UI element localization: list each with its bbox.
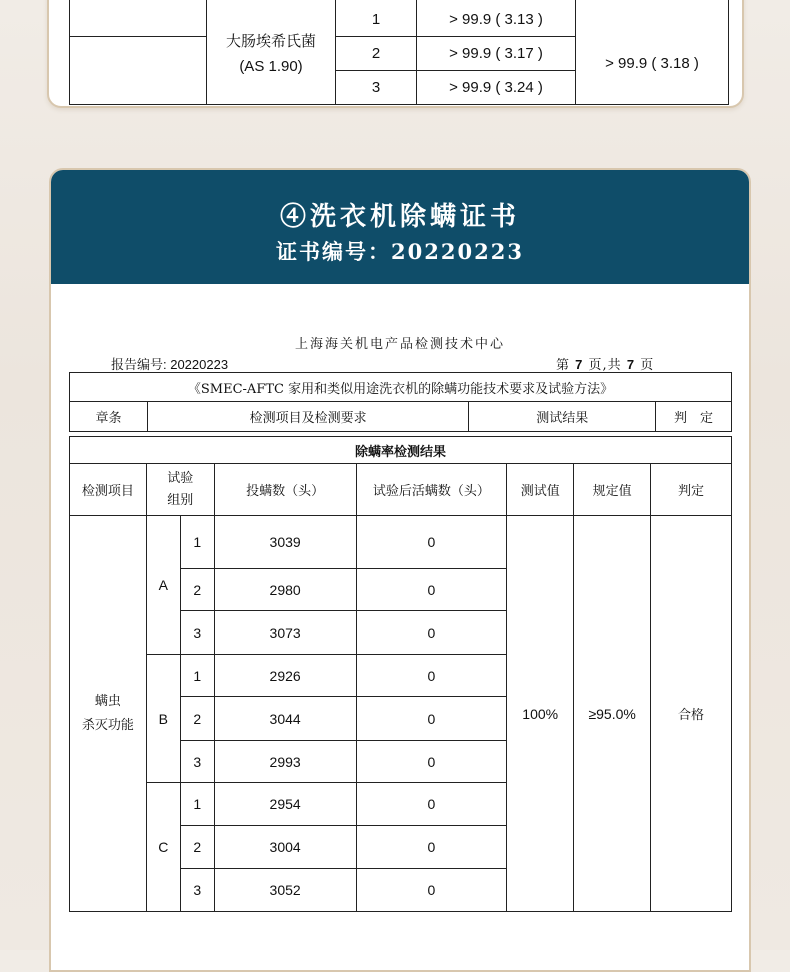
table-row <box>70 516 732 569</box>
mites-alive-value: 0 <box>356 697 507 741</box>
sample-no: 3 <box>336 71 417 105</box>
row-number: 3 <box>180 869 214 912</box>
mites-input-value: 3052 <box>214 869 356 912</box>
mites-input-value: 3039 <box>214 516 356 569</box>
mites-alive-value: 0 <box>356 655 507 697</box>
sample-value: > 99.9 ( 3.24 ) <box>417 71 576 105</box>
mites-alive-value: 0 <box>356 869 507 912</box>
mites-input-value: 3004 <box>214 826 356 869</box>
organism-cell <box>207 0 336 105</box>
organism-name: 大肠埃希氏菌 <box>225 31 316 50</box>
column-measured: 测试值 <box>507 464 574 516</box>
average-cell: > 99.9 ( 3.18 ) <box>576 0 729 105</box>
mites-alive-value: 0 <box>356 611 507 655</box>
row-number: 3 <box>180 741 214 783</box>
mites-alive-value: 0 <box>356 826 507 869</box>
testing-center-name: 上海海关机电产品检测技术中心 <box>294 337 505 352</box>
group-label: B <box>146 655 180 783</box>
mites-alive-value: 0 <box>356 569 507 611</box>
column-spec: 规定值 <box>574 464 651 516</box>
bacteria-result-table <box>69 0 729 105</box>
row-number: 1 <box>180 655 214 697</box>
mites-input-value: 3073 <box>214 611 356 655</box>
sample-no: 2 <box>336 37 417 71</box>
spec-value: ≥95.0% <box>574 516 651 912</box>
standard-header-table <box>69 372 732 432</box>
sample-value: > 99.9 ( 3.13 ) <box>417 0 576 37</box>
report-number: 报告编号: 20220223 <box>111 357 229 372</box>
row-number: 2 <box>180 697 214 741</box>
header-judgement: 判 定 <box>656 402 732 432</box>
row-number: 3 <box>180 611 214 655</box>
column-group: 试验 组别 <box>146 464 214 516</box>
mite-removal-results-table <box>69 436 732 912</box>
column-mites-input: 投螨数（头） <box>214 464 356 516</box>
mites-input-value: 2926 <box>214 655 356 697</box>
mites-input-value: 3044 <box>214 697 356 741</box>
results-caption: 除螨率检测结果 <box>70 437 732 464</box>
group-label: A <box>146 516 180 655</box>
mites-input-value: 2954 <box>214 783 356 826</box>
mites-input-value: 2980 <box>214 569 356 611</box>
group-label: C <box>146 783 180 912</box>
mites-alive-value: 0 <box>356 783 507 826</box>
row-number: 2 <box>180 569 214 611</box>
organism-code: (AS 1.90) <box>239 57 303 75</box>
sample-no: 1 <box>336 0 417 37</box>
measured-value: 100% <box>507 516 574 912</box>
row-number: 2 <box>180 826 214 869</box>
column-judge: 判定 <box>651 464 732 516</box>
header-result: 测试结果 <box>469 402 656 432</box>
mites-input-value: 2993 <box>214 741 356 783</box>
table-cell-empty <box>70 37 207 105</box>
mites-alive-value: 0 <box>356 741 507 783</box>
certificate-banner <box>51 170 749 284</box>
standard-title: 《SMEC-AFTC 家用和类似用途洗衣机的除螨功能技术要求及试验方法》 <box>70 373 732 402</box>
column-item: 检测项目 <box>70 464 147 516</box>
header-item: 检测项目及检测要求 <box>147 402 468 432</box>
certificate-number: 证书编号：20220223 <box>276 239 524 264</box>
header-clause: 章条 <box>70 402 148 432</box>
mite-certificate-card <box>49 168 751 972</box>
row-number: 1 <box>180 516 214 569</box>
table-cell-empty <box>70 0 207 37</box>
mites-alive-value: 0 <box>356 516 507 569</box>
certificate-title: ④洗衣机除螨证书 <box>279 202 520 232</box>
sample-value: > 99.9 ( 3.17 ) <box>417 37 576 71</box>
row-number: 1 <box>180 783 214 826</box>
column-mites-alive: 试验后活螨数（头） <box>356 464 507 516</box>
page-indicator: 第 7 页,共 7 页 <box>556 357 655 373</box>
judge-value: 合格 <box>651 516 732 912</box>
top-certificate-card <box>47 0 744 108</box>
test-item-cell: 螨虫 杀灭功能 <box>70 516 147 912</box>
